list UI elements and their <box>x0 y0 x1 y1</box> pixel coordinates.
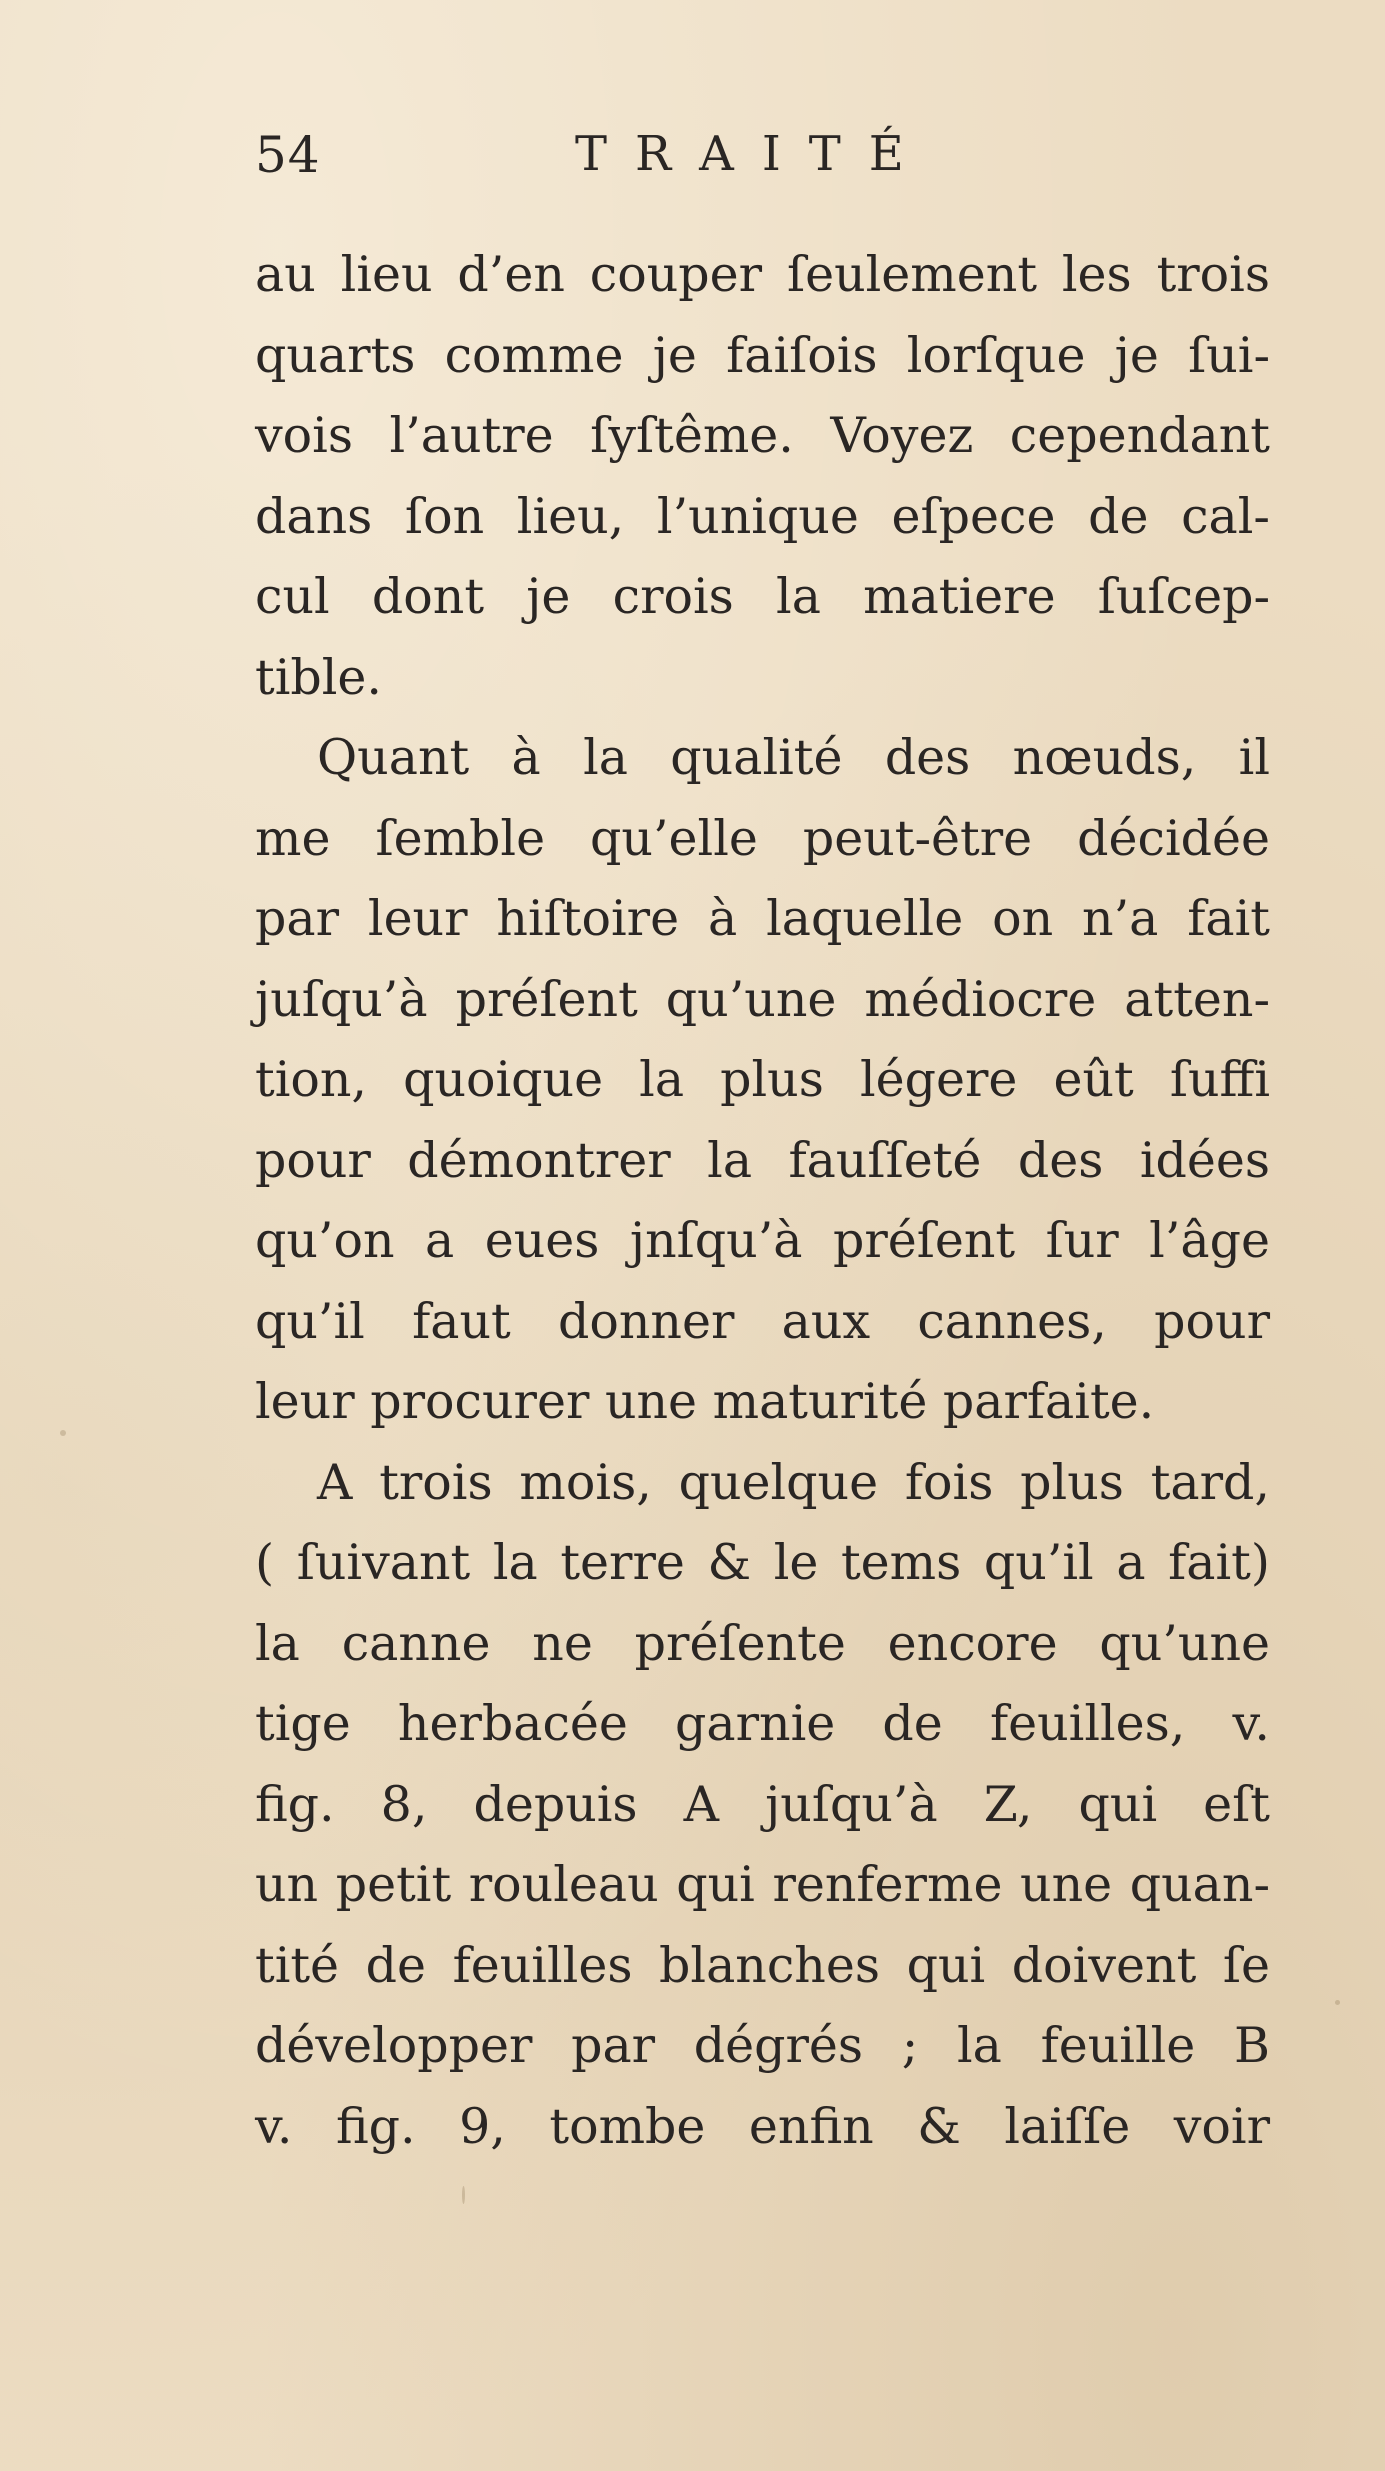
text-line: tion, quoique la plus légere eût ſuffi <box>255 1051 1270 1108</box>
text-line: A trois mois, quelque fois plus tard, <box>317 1453 1270 1511</box>
body-text <box>255 235 1270 2167</box>
text-line: Quant à la qualité des nœuds, il <box>317 729 1270 786</box>
paper-speck <box>462 2186 465 2204</box>
text-line: tité de feuilles blanches qui doivent ſe <box>255 1936 1270 1994</box>
text-line: dans ſon lieu, l’unique eſpece de cal- <box>255 487 1270 545</box>
text-line: cul dont je crois la matiere ſuſcep- <box>255 568 1270 625</box>
text-line: ( ſuivant la terre & le tems qu’il a fait) <box>255 1534 1270 1591</box>
page-header <box>255 126 1255 196</box>
text-line: au lieu d’en couper ſeulement les trois <box>255 246 1270 303</box>
text-line: leur procurer une maturité parfaite. <box>255 1373 1155 1430</box>
text-line: fig. 8, depuis A juſqu’à Z, qui eſt <box>255 1775 1270 1833</box>
text-line: par leur hiſtoire à laquelle on n’a fait <box>255 890 1270 947</box>
text-line: qu’il faut donner aux cannes, pour <box>255 1292 1270 1350</box>
running-title: TRAITÉ <box>575 126 932 182</box>
page-number: 54 <box>255 126 321 184</box>
text-line: vois l’autre ſyſtême. Voyez cependant <box>255 407 1270 464</box>
text-line: tige herbacée garnie de feuilles, v. <box>255 1695 1270 1752</box>
text-line: quarts comme je faiſois lorſque je ſui- <box>255 326 1270 384</box>
text-line: développer par dégrés ; la feuille B <box>255 2017 1270 2074</box>
text-line: la canne ne préſente encore qu’une <box>255 1614 1270 1672</box>
text-line: tible. <box>255 648 382 706</box>
text-line: v. fig. 9, tombe enfin & laiſſe voir <box>255 2097 1270 2155</box>
text-line: pour démontrer la fauſſeté des idées <box>255 1131 1270 1189</box>
paper-speck <box>60 1430 66 1436</box>
paper-speck <box>1335 2000 1340 2005</box>
text-line: me ſemble qu’elle peut-être décidée <box>255 809 1270 867</box>
text-line: juſqu’à préſent qu’une médiocre atten- <box>255 970 1270 1028</box>
text-line: qu’on a eues jnſqu’à préſent ſur l’âge <box>255 1212 1270 1269</box>
text-line: un petit rouleau qui renferme une quan- <box>255 1856 1270 1913</box>
